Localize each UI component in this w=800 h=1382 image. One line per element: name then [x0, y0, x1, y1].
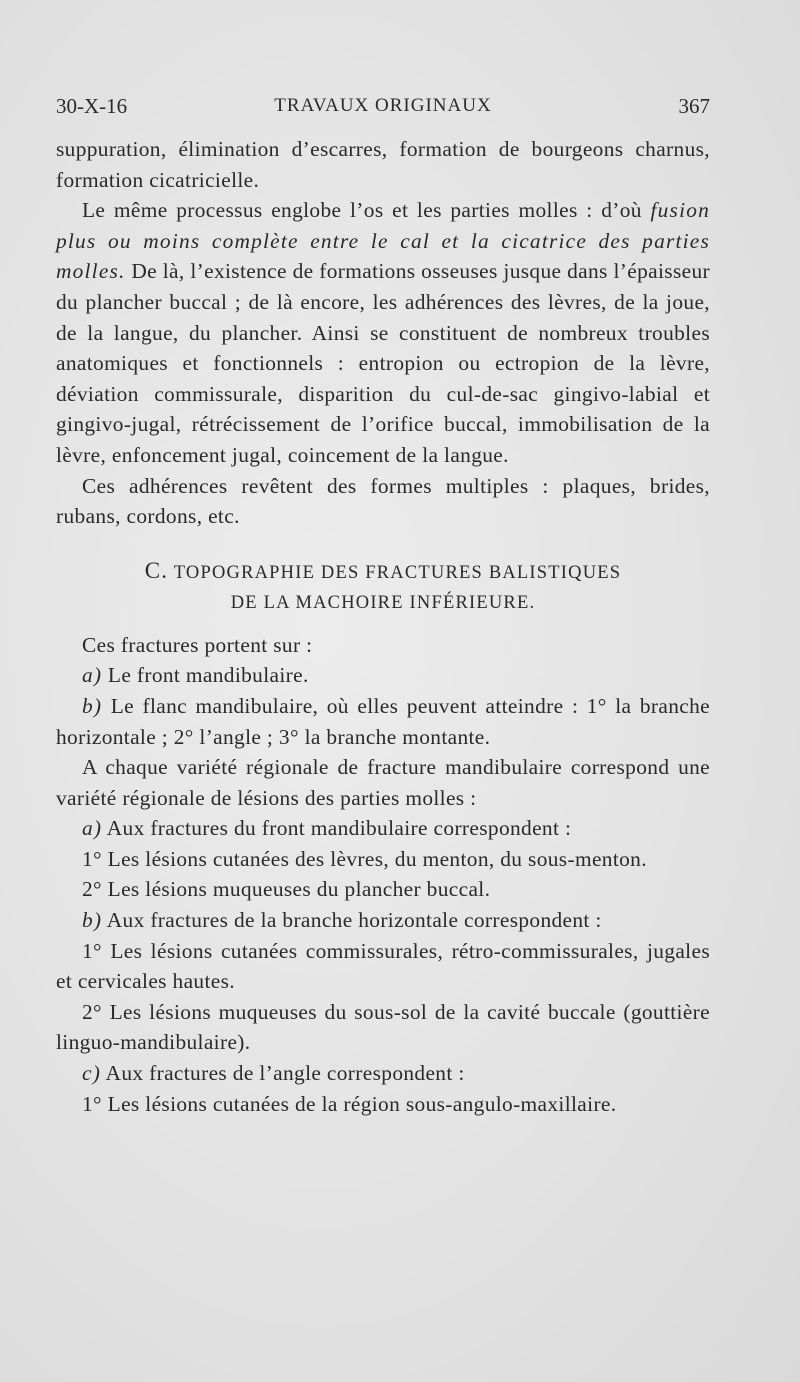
paragraph: suppuration, élimination d’escarres, formation de bourgeons charnus, formation cicatricielle.	[56, 137, 710, 192]
list-item-text: Aux fractures de l’angle correspondent :	[101, 1061, 465, 1086]
paragraph-text: De là, l’existence de formations osseuses jusque dans l’épaisseur du plancher buccal ; de là encore, les adhérences des lèvres, de la joue, de la langue, du plancher. Ainsi se constituent de nombreux troubles anatomiques et fonctionnels : entropion ou ectropion de la lèvre, déviation commissurale, disparition du cul-de-sac gingivo-labial et gingivo-jugal, rétrécissement de l’orifice buccal, immobilisation de la lèvre, enfoncement jugal, coincement de la langue.	[56, 259, 710, 467]
list-marker: c)	[82, 1061, 102, 1086]
paragraph: Ces adhérences revêtent des formes multiples : plaques, brides, rubans, cordons, etc.	[56, 473, 710, 529]
list-item: 2° Les lésions muqueuses du sous-sol de la cavité buccale (gouttière linguo-mandibulaire).	[56, 999, 710, 1055]
section-title-line-2: DE LA MACHOIRE INFÉRIEURE.	[230, 592, 536, 613]
list-marker: b)	[82, 908, 103, 933]
header-date: 30-X-16	[56, 94, 128, 118]
list-item: 1° Les lésions cutanées de la région sous-angulo-maxillaire.	[82, 1091, 617, 1116]
list-marker: a)	[82, 663, 103, 688]
paragraph: Ces fractures portent sur :	[82, 632, 313, 657]
list-item	[56, 905, 710, 936]
list-marker: a)	[82, 816, 103, 841]
paragraph: A chaque variété régionale de fracture mandibulaire correspond une variété régionale de lésions des parties molles :	[56, 755, 710, 810]
section-title-line-1: TOPOGRAPHIE DES FRACTURES BALISTIQUES	[173, 562, 622, 583]
list-item-text: Aux fractures du front mandibulaire correspondent :	[102, 816, 572, 841]
list-item	[56, 660, 710, 691]
list-item	[56, 1058, 710, 1089]
list-item	[56, 691, 710, 752]
page-number: 367	[678, 94, 710, 118]
section-letter: C.	[144, 557, 169, 583]
section-heading	[56, 556, 710, 618]
list-marker: b)	[82, 693, 103, 718]
list-item: 2° Les lésions muqueuses du plancher buccal.	[82, 877, 491, 902]
list-item: 1° Les lésions cutanées commissurales, rétro-commissurales, jugales et cervicales hautes.	[56, 938, 710, 994]
page-body	[56, 134, 710, 1119]
list-item-text: Aux fractures de la branche horizontale correspondent :	[102, 908, 602, 933]
list-item: 1° Les lésions cutanées des lèvres, du menton, du sous-menton.	[82, 846, 647, 871]
paragraph	[56, 195, 710, 470]
paragraph-text: Le même processus englobe l’os et les parties molles : d’où	[82, 198, 651, 223]
header-title: TRAVAUX ORIGINAUX	[274, 95, 492, 116]
list-item-text: Le front mandibulaire.	[102, 663, 309, 688]
list-item-text: Le flanc mandibulaire, où elles peuvent atteindre : 1° la branche horizontale ; 2° l’angle ; 3° la branche montante.	[56, 693, 710, 749]
italic-phrase: fusion plus ou moins complète entre le cal et la cicatrice des parties molles.	[56, 198, 710, 284]
list-item	[56, 813, 710, 844]
running-header	[56, 94, 710, 124]
section-heading-line-1	[56, 556, 710, 588]
